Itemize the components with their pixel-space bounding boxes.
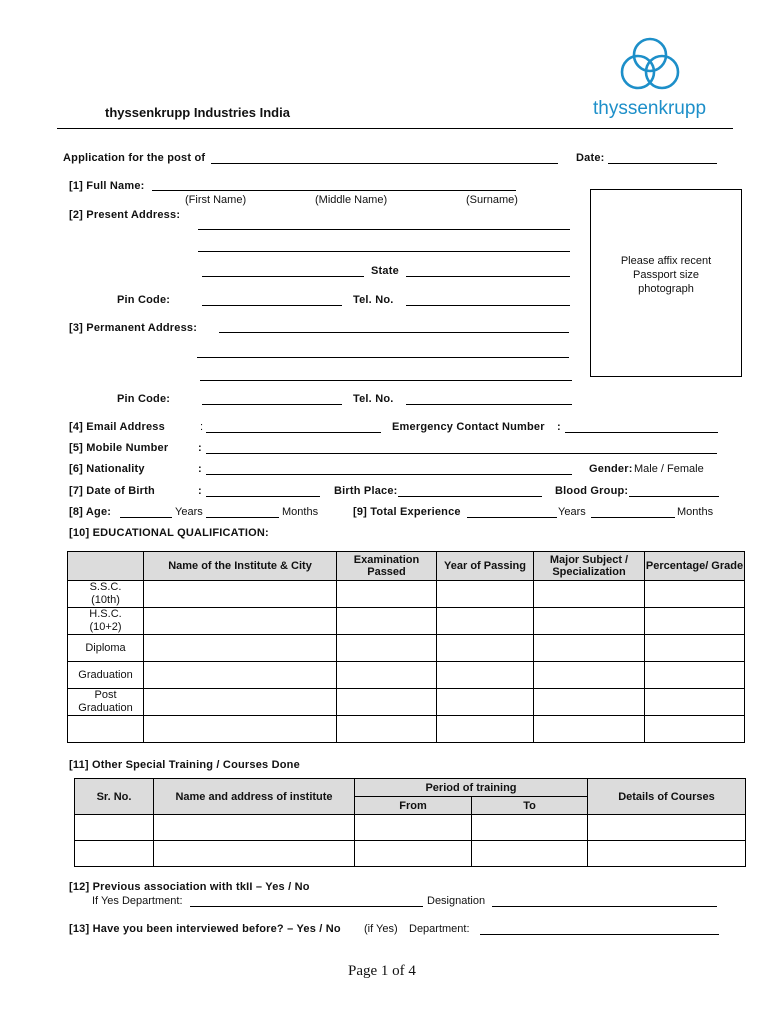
permanent-address-line-2[interactable]	[197, 357, 569, 358]
training-header-to: To	[472, 797, 588, 815]
dob-field[interactable]	[206, 496, 320, 497]
first-name-caption: (First Name)	[185, 194, 247, 206]
education-title: [10] EDUCATIONAL QUALIFICATION:	[69, 527, 269, 539]
edu-cell[interactable]	[337, 716, 437, 743]
mobile-colon: :	[198, 442, 202, 454]
edu-cell[interactable]	[645, 689, 745, 716]
surname-caption: (Surname)	[466, 194, 518, 206]
permanent-pin-label: Pin Code:	[117, 393, 171, 405]
edu-cell[interactable]	[337, 581, 437, 608]
email-field[interactable]	[206, 432, 381, 433]
birthplace-label: Birth Place:	[334, 485, 398, 497]
edu-cell[interactable]	[645, 635, 745, 662]
edu-cell[interactable]	[337, 689, 437, 716]
edu-cell[interactable]	[337, 662, 437, 689]
training-cell[interactable]	[472, 815, 588, 841]
edu-header-grade: Percentage/ Grade	[645, 552, 745, 581]
date-field[interactable]	[608, 163, 717, 164]
edu-header-level	[68, 552, 144, 581]
training-cell[interactable]	[588, 841, 746, 867]
association-designation-field[interactable]	[492, 906, 717, 907]
permanent-address-line-3[interactable]	[200, 380, 572, 381]
edu-level-other[interactable]	[68, 716, 144, 743]
bloodgroup-field[interactable]	[629, 496, 719, 497]
edu-cell[interactable]	[437, 716, 534, 743]
full-name-label: [1] Full Name:	[69, 180, 145, 192]
emergency-colon: :	[557, 421, 561, 433]
training-cell[interactable]	[154, 815, 355, 841]
edu-cell[interactable]	[337, 608, 437, 635]
nationality-label: [6] Nationality	[69, 463, 145, 475]
mobile-field[interactable]	[206, 453, 717, 454]
present-pin-field[interactable]	[202, 305, 342, 306]
age-years-unit: Years	[175, 506, 203, 518]
age-months-field[interactable]	[206, 517, 279, 518]
edu-cell[interactable]	[437, 635, 534, 662]
email-colon: :	[200, 421, 204, 433]
nationality-colon: :	[198, 463, 202, 475]
nationality-field[interactable]	[206, 474, 572, 475]
training-cell[interactable]	[588, 815, 746, 841]
interview-label: [13] Have you been interviewed before? – Yes / No	[69, 923, 341, 935]
edu-cell[interactable]	[144, 662, 337, 689]
present-city-field[interactable]	[202, 276, 364, 277]
association-dept-field[interactable]	[190, 906, 423, 907]
edu-header-year: Year of Passing	[437, 552, 534, 581]
edu-level-graduation: Graduation	[68, 662, 144, 689]
present-tel-field[interactable]	[406, 305, 570, 306]
edu-cell[interactable]	[534, 635, 645, 662]
training-cell[interactable]	[355, 841, 472, 867]
edu-cell[interactable]	[645, 581, 745, 608]
gender-options[interactable]: Male / Female	[634, 463, 704, 475]
photo-instruction: Please affix recent Passport size photograph	[620, 255, 712, 295]
state-label: State	[371, 265, 399, 277]
full-name-field[interactable]	[152, 190, 516, 191]
edu-header-exam: Examination Passed	[337, 552, 437, 581]
training-cell[interactable]	[154, 841, 355, 867]
emergency-label: Emergency Contact Number	[392, 421, 545, 433]
age-months-unit: Months	[282, 506, 319, 518]
age-years-field[interactable]	[120, 517, 172, 518]
training-header-from: From	[355, 797, 472, 815]
page-number: Page 1 of 4	[348, 963, 416, 979]
table-row	[75, 841, 746, 867]
edu-level-hsc: H.S.C. (10+2)	[68, 608, 144, 635]
training-cell[interactable]	[472, 841, 588, 867]
edu-cell[interactable]	[645, 716, 745, 743]
training-header-details: Details of Courses	[588, 779, 746, 815]
edu-cell[interactable]	[534, 608, 645, 635]
edu-cell[interactable]	[437, 689, 534, 716]
table-row	[68, 608, 745, 635]
header-rule	[57, 128, 733, 129]
edu-header-subject: Major Subject / Specialization	[534, 552, 645, 581]
present-address-line-2[interactable]	[198, 251, 570, 252]
middle-name-caption: (Middle Name)	[315, 194, 388, 206]
dob-label: [7] Date of Birth	[69, 485, 155, 497]
experience-months-field[interactable]	[591, 517, 675, 518]
bloodgroup-label: Blood Group:	[555, 485, 629, 497]
edu-cell[interactable]	[534, 689, 645, 716]
post-field[interactable]	[211, 163, 558, 164]
interview-dept-label: Department:	[409, 923, 470, 935]
training-cell[interactable]	[75, 841, 154, 867]
experience-years-field[interactable]	[467, 517, 557, 518]
edu-level-diploma: Diploma	[68, 635, 144, 662]
photo-box	[590, 189, 742, 377]
interview-dept-field[interactable]	[480, 934, 719, 935]
training-cell[interactable]	[355, 815, 472, 841]
table-row	[68, 635, 745, 662]
edu-cell[interactable]	[534, 581, 645, 608]
edu-cell[interactable]	[645, 662, 745, 689]
experience-years-unit: Years	[558, 506, 586, 518]
present-pin-label: Pin Code:	[117, 294, 171, 306]
table-row	[68, 689, 745, 716]
edu-cell[interactable]	[144, 635, 337, 662]
dob-colon: :	[198, 485, 202, 497]
present-tel-label: Tel. No.	[353, 294, 394, 306]
present-address-label: [2] Present Address:	[69, 209, 181, 221]
mobile-label: [5] Mobile Number	[69, 442, 169, 454]
edu-cell[interactable]	[144, 581, 337, 608]
training-header-sr: Sr. No.	[75, 779, 154, 815]
table-row	[75, 815, 746, 841]
post-label: Application for the post of	[63, 152, 206, 164]
brand-wordmark: thyssenkrupp	[593, 98, 707, 119]
email-label: [4] Email Address	[69, 421, 165, 433]
permanent-tel-label: Tel. No.	[353, 393, 394, 405]
table-row	[68, 662, 745, 689]
association-dept-label: If Yes Department:	[92, 895, 183, 907]
interview-ifyes: (if Yes)	[364, 923, 398, 935]
gender-label: Gender:	[589, 463, 633, 475]
training-cell[interactable]	[75, 815, 154, 841]
present-state-field[interactable]	[406, 276, 570, 277]
table-row	[68, 581, 745, 608]
edu-cell[interactable]	[337, 635, 437, 662]
permanent-address-label: [3] Permanent Address:	[69, 322, 198, 334]
edu-cell[interactable]	[144, 689, 337, 716]
birthplace-field[interactable]	[398, 496, 542, 497]
training-title: [11] Other Special Training / Courses Done	[69, 759, 300, 771]
age-label: [8] Age:	[69, 506, 112, 518]
edu-cell[interactable]	[144, 608, 337, 635]
permanent-tel-field[interactable]	[406, 404, 572, 405]
edu-cell[interactable]	[437, 662, 534, 689]
edu-level-ssc: S.S.C. (10th)	[68, 581, 144, 608]
permanent-address-line-1[interactable]	[219, 332, 569, 333]
edu-level-post-graduation: Post Graduation	[68, 689, 144, 716]
experience-label: [9] Total Experience	[353, 506, 461, 518]
permanent-pin-field[interactable]	[202, 404, 342, 405]
edu-cell[interactable]	[645, 608, 745, 635]
date-label: Date:	[576, 152, 605, 164]
emergency-field[interactable]	[565, 432, 718, 433]
edu-cell[interactable]	[437, 608, 534, 635]
edu-cell[interactable]	[534, 662, 645, 689]
training-header-period: Period of training	[355, 779, 588, 797]
training-header-institute: Name and address of institute	[154, 779, 355, 815]
association-designation-label: Designation	[427, 895, 486, 907]
edu-header-institute: Name of the Institute & City	[144, 552, 337, 581]
experience-months-unit: Months	[677, 506, 714, 518]
table-row	[68, 716, 745, 743]
education-table	[67, 551, 745, 743]
edu-cell[interactable]	[534, 716, 645, 743]
association-label: [12] Previous association with tkII – Yes / No	[69, 881, 310, 893]
edu-cell[interactable]	[437, 581, 534, 608]
thyssenkrupp-logo-icon	[618, 36, 682, 92]
edu-cell[interactable]	[144, 716, 337, 743]
present-address-line-1[interactable]	[198, 229, 570, 230]
company-name: thyssenkrupp Industries India	[105, 105, 290, 120]
training-table	[74, 778, 746, 867]
